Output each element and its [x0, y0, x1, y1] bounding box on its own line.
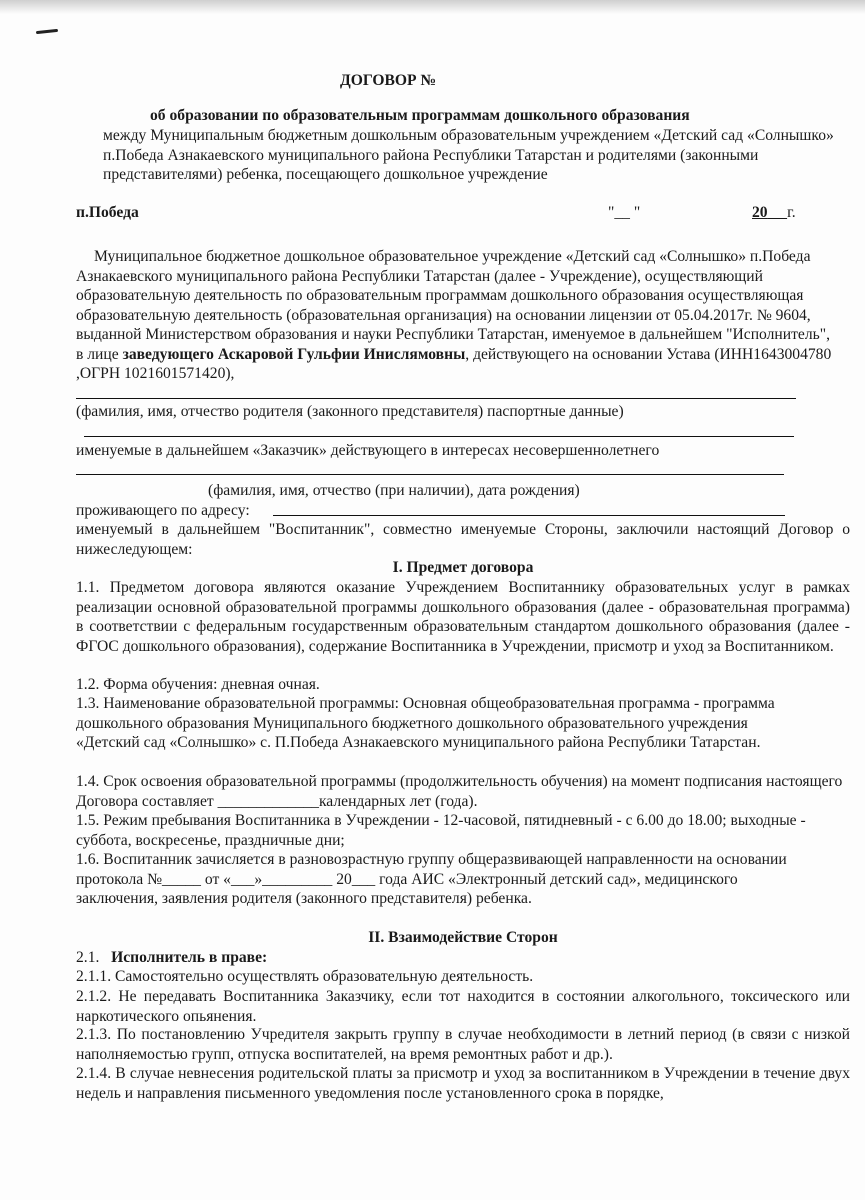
closing-text: именуемый в дальнейшем "Воспитанник", совместно именуемые Стороны, заключили настоящий Договор о нижеследующем: — [76, 521, 850, 558]
clause-1-1: 1.1. Предметом договора являются оказание Учреждением Воспитаннику образовательных услуг в рамках реализации основной образовательной программы дошкольного образования (далее - образовательная программа) в соответствии с федеральным государственным образовательным стандартом дошкольного образования (далее - ФГОС дошкольного образования), содержание Воспитанника в Учреждении, присмотр и уход за Воспитанником. — [76, 579, 850, 655]
document-title: ДОГОВОР № — [340, 72, 437, 89]
clause-1-6: 1.6. Воспитанник зачисляется в разновозрастную группу общеразвивающей направленности на основании протокола №_____ от «___»_________ 20___ года АИС «Электронный детский сад», медицинского заключения, заявления родителя (законного представителя) ребенка. — [76, 851, 787, 907]
parties-text: между Муниципальным бюджетным дошкольным образовательным учреждением «Детский сад «Солнышко» п.Победа Азнакаевского муниципального района Республики Татарстан и родителями (законными представителями) ребенка, посещающего дошкольное учреждение — [103, 127, 834, 183]
year-suffix: г. — [787, 204, 796, 221]
clause-1-5: 1.5. Режим пребывания Воспитанника в Учреждении - 12-часовой, пятидневный - с 6.00 до 18.00; выходные - суббота, воскресенье, праздничные дни; — [76, 812, 806, 849]
preamble — [76, 247, 836, 384]
address-field-line[interactable] — [273, 515, 785, 516]
preamble-text-2: , действующего на основании Устава (ИНН1643004780 ,ОГРН 1021601571420), — [76, 345, 832, 382]
clause-2-1-title: Исполнитель в праве: — [111, 949, 268, 966]
head-name: заведующего Аскаровой Гульфии Инислямовны — [122, 345, 466, 363]
clause-1-2: 1.2. Форма обучения: дневная очная. — [76, 676, 320, 693]
customer-text: именуемые в дальнейшем «Заказчик» действующего в интересах несовершеннолетнего — [76, 442, 660, 459]
document-subtitle: об образовании по образовательным программам дошкольного образования — [150, 107, 690, 124]
preamble-text: Муниципальное бюджетное дошкольное образовательное учреждение «Детский сад «Солнышко» п.Победа Азнакаевского муниципального района Республики Татарстан (далее - Учреждение), осуществляющий образовательную деятельность по образовательным программам дошкольного образования осуществляющая образовательную деятельность (образовательная организация) на основании лицензии от 05.04.2017г. № 9604, выданной Министерством образования и науки Республики Татарстан, именуемое в дальнейшем "Исполнитель", в лице — [76, 248, 830, 363]
section2-title: II. Взаимодействие Сторон — [368, 929, 558, 946]
pen-mark — [36, 29, 58, 34]
clause-2-1-number: 2.1. — [76, 949, 100, 966]
clause-2-1-3: 2.1.3. По постановлению Учредителя закрыть группу в случае необходимости в летний период (в связи с низкой наполняемостью групп, отпуска воспитателей, на время ремонтных работ и др.). — [76, 1026, 850, 1063]
parent-field-line[interactable] — [76, 398, 796, 399]
clause-2-1-4: 2.1.4. В случае невнесения родительской платы за присмотр и уход за воспитанником в Учреждении в течение двух недель и направления письменного уведомления после установленного срока в порядке, — [76, 1065, 850, 1102]
clause-2-1-2: 2.1.2. Не передавать Воспитанника Заказчику, если тот находится в состоянии алкогольного, токсического или наркотического опьянения. — [76, 988, 850, 1025]
section1-title: I. Предмет договора — [392, 559, 534, 576]
parent-field-line-2[interactable] — [84, 436, 794, 437]
clause-1-4: 1.4. Срок освоения образовательной программы (продолжительность обучения) на момент подписания настоящего Договора составляет _____________календарных лет (года). — [76, 773, 843, 810]
clause-1-3: 1.3. Наименование образовательной программы: Основная общеобразовательная программа - программа дошкольного образования Муниципального бюджетного дошкольного образовательного учреждения «Детский сад «Солнышко» с. П.Победа Азнакаевского муниципального района Республики Татарстан. — [76, 695, 775, 751]
date-day: "__ " — [608, 204, 641, 221]
scan-edge — [0, 0, 865, 14]
date-year: 20 — [752, 204, 768, 221]
place: п.Победа — [76, 204, 139, 221]
clause-2-1-1: 2.1.1. Самостоятельно осуществлять образовательную деятельность. — [76, 968, 534, 985]
child-caption: (фамилия, имя, отчество (при наличии), дата рождения) — [208, 482, 580, 499]
address-label: проживающего по адресу: — [76, 502, 250, 519]
child-field-line[interactable] — [76, 474, 784, 475]
parent-caption: (фамилия, имя, отчество родителя (законного представителя) паспортные данные) — [76, 403, 624, 420]
